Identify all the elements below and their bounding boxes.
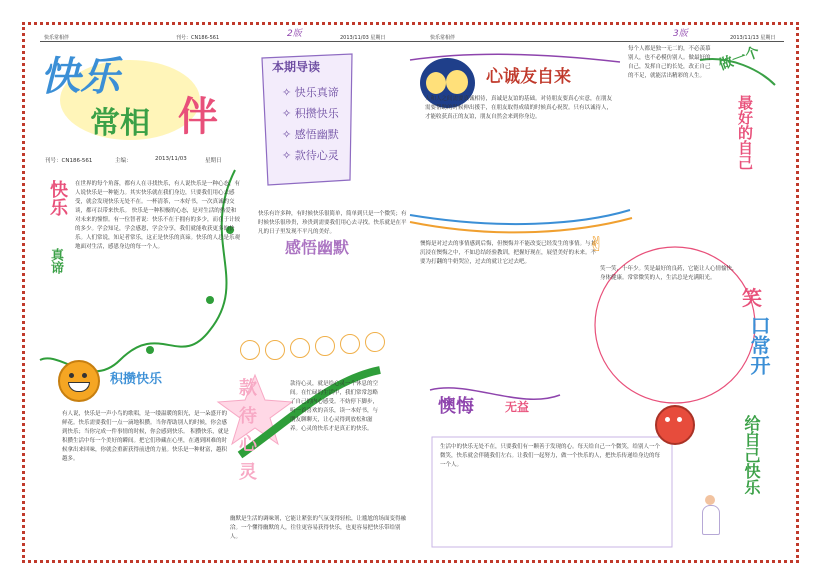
header-right-date: 2013/11/13 星期日 (730, 35, 776, 41)
masthead-title-line1: 快乐 (40, 54, 120, 100)
tomato-mascot-icon (655, 405, 695, 445)
best-title-2: 最好的自己 (736, 95, 754, 170)
best-text: 每个人都是独一无二的，不必羡慕别人，也不必模仿别人。做最好的自己，发挥自己的长处，改正自己的不足，就能活出精彩的人生。 (628, 46, 711, 79)
masthead-weekday: 星期日 (205, 158, 222, 164)
deco-circle (265, 340, 285, 360)
deco-circle (240, 340, 260, 360)
hospitality-title: 款待心灵 (236, 378, 257, 490)
masthead-date: 2013/11/03 (155, 156, 187, 162)
regret-text: 懊悔是对过去的事情感到后悔，但懊悔并不能改变已经发生的事情。与其沉浸在懊悔之中，不如总结经验教训，把握好现在，展望美好的未来。不要为打翻的牛奶哭泣，过去的就让它过去吧。 (420, 241, 597, 265)
laugh-title-2: 口常开 (747, 315, 771, 375)
humor-text: 幽默是生活的调味剂，它能让紧张的气氛变得轻松，让尴尬的场面变得融洽。一个懂得幽默的人，往往更容易获得快乐，也更容易把快乐带给别人。 (230, 516, 407, 540)
guide-item[interactable]: ✧ 款待心灵 (282, 149, 339, 162)
best-title-1: 做一个 (716, 44, 762, 74)
guide-item[interactable]: ✧ 积攒快乐 (282, 107, 339, 120)
deco-circle (365, 332, 385, 352)
guide-item[interactable]: ✧ 感悟幽默 (282, 128, 339, 141)
header-left-name: 快乐常相伴 (44, 35, 70, 41)
guide-title: 本期导读 (272, 60, 321, 74)
deco-circle (315, 336, 335, 356)
deco-circle (340, 334, 360, 354)
girl-figure-icon (700, 495, 720, 535)
save-title: 积攒快乐 (110, 372, 163, 387)
truth-sub: 真谛 (48, 248, 63, 274)
masthead-title-char3: 伴 (178, 94, 218, 140)
header-left-pub: 刊号：CN186-561 (176, 35, 220, 41)
guide-list (282, 82, 339, 166)
middle-text: 快乐有许多种，有时候快乐很简单，简单到只是一个微笑；有时候快乐很珍贵，珍贵到需要我们用心去寻找。快乐就是在平凡的日子里发现不平凡的美好。 (258, 211, 407, 235)
deco-circle (290, 338, 310, 358)
regret-title: 懊悔 (438, 396, 474, 417)
header-left-date: 2013/11/03 星期日 (340, 35, 386, 41)
header-right-name: 快乐常相伴 (430, 35, 456, 41)
smiley-icon (58, 360, 100, 402)
friend-title: 心诚友自来 (486, 67, 571, 87)
friend-line (410, 210, 630, 224)
friend-text: 人和人之间需要真诚相待，真诚是友谊的基础。对待朋友要真心实意，在朋友需要帮助的时候伸出援手，在朋友取得成绩的时候真心祝贺。只有以诚待人，才能收获真正的友谊，朋友自然会来到你身边。 (425, 96, 613, 120)
bottom-text: 生活中的快乐无处不在，只要我们有一颗善于发现的心。每天给自己一个微笑，给别人一个微笑，快乐就会伴随我们左右。让我们一起努力，做一个快乐的人，把快乐传递给身边的每一个人。 (440, 444, 661, 468)
humor-label: 感悟幽默 (285, 238, 350, 257)
laugh-title-1: 笑 (742, 286, 762, 310)
header-page-b: 3版 (673, 29, 688, 39)
save-text: 有人说，快乐是一声小鸟的歌唱，是一缕温暖的阳光，是一朵盛开的鲜花。快乐需要我们一点一滴地积攒。当你帮助别人的时候，你会感到快乐；当你完成一件事情的时候，你会感到快乐。 积攒快乐，就是积攒生活中每一个美好的瞬间。把它们珍藏在心里，在遇到困难的时候拿出来回味，你就会重新获得前进的力量。快乐是一种财富，越积越多。 (62, 411, 229, 462)
regret-sub: 无益 (505, 400, 530, 414)
victory-hand-icon: ✌ (588, 232, 605, 256)
truth-text: 在世界的每个角落，都有人在寻找快乐，有人说快乐是一种心态，有人说快乐是一种能力。其实快乐就在我们身边，只要我们用心去感受，就会发现快乐无处不在。一杯清茶，一本好书，一次真诚的交谈，都可以带来快乐。 快乐是一种积极的心态，是对生活的热爱和对未来的憧憬。有一位智者说：快乐不在于拥有的多少，而在于计较的多少。学会知足，学会感恩，学会分享，我们就能收获更多的快乐。人们常说，知足者常乐，这正是快乐的真谛。快乐的人总是乐观地面对生活，感恩身边的每一个人。 (75, 181, 240, 250)
masthead-editor: 主编： (115, 158, 132, 164)
truth-title: 快乐 (47, 180, 68, 216)
laugh-text: 笑一笑，十年少。笑是最好的良药，它能让人心情愉快，身体健康。常常微笑的人，生活总是充满阳光。 (600, 266, 738, 281)
masthead-title-line2: 常相 (90, 106, 150, 141)
vine-dot (146, 346, 154, 354)
masthead-pub: 刊号：CN186-561 (45, 158, 93, 164)
header-page-a: 2版 (287, 29, 302, 39)
guide-item[interactable]: ✧ 快乐真谛 (282, 86, 339, 99)
hospitality-text: 款待心灵，就是给心灵一个休息的空间。在忙碌的生活中，我们常常忽略了自己的内心感受。不妨停下脚步，听一首喜欢的音乐，读一本好书，与朋友聊聊天，让心灵得到放松和滋养。心灵的快乐才是真正的快乐。 (290, 381, 378, 432)
laugh-title-3: 给自己快乐 (742, 415, 761, 495)
